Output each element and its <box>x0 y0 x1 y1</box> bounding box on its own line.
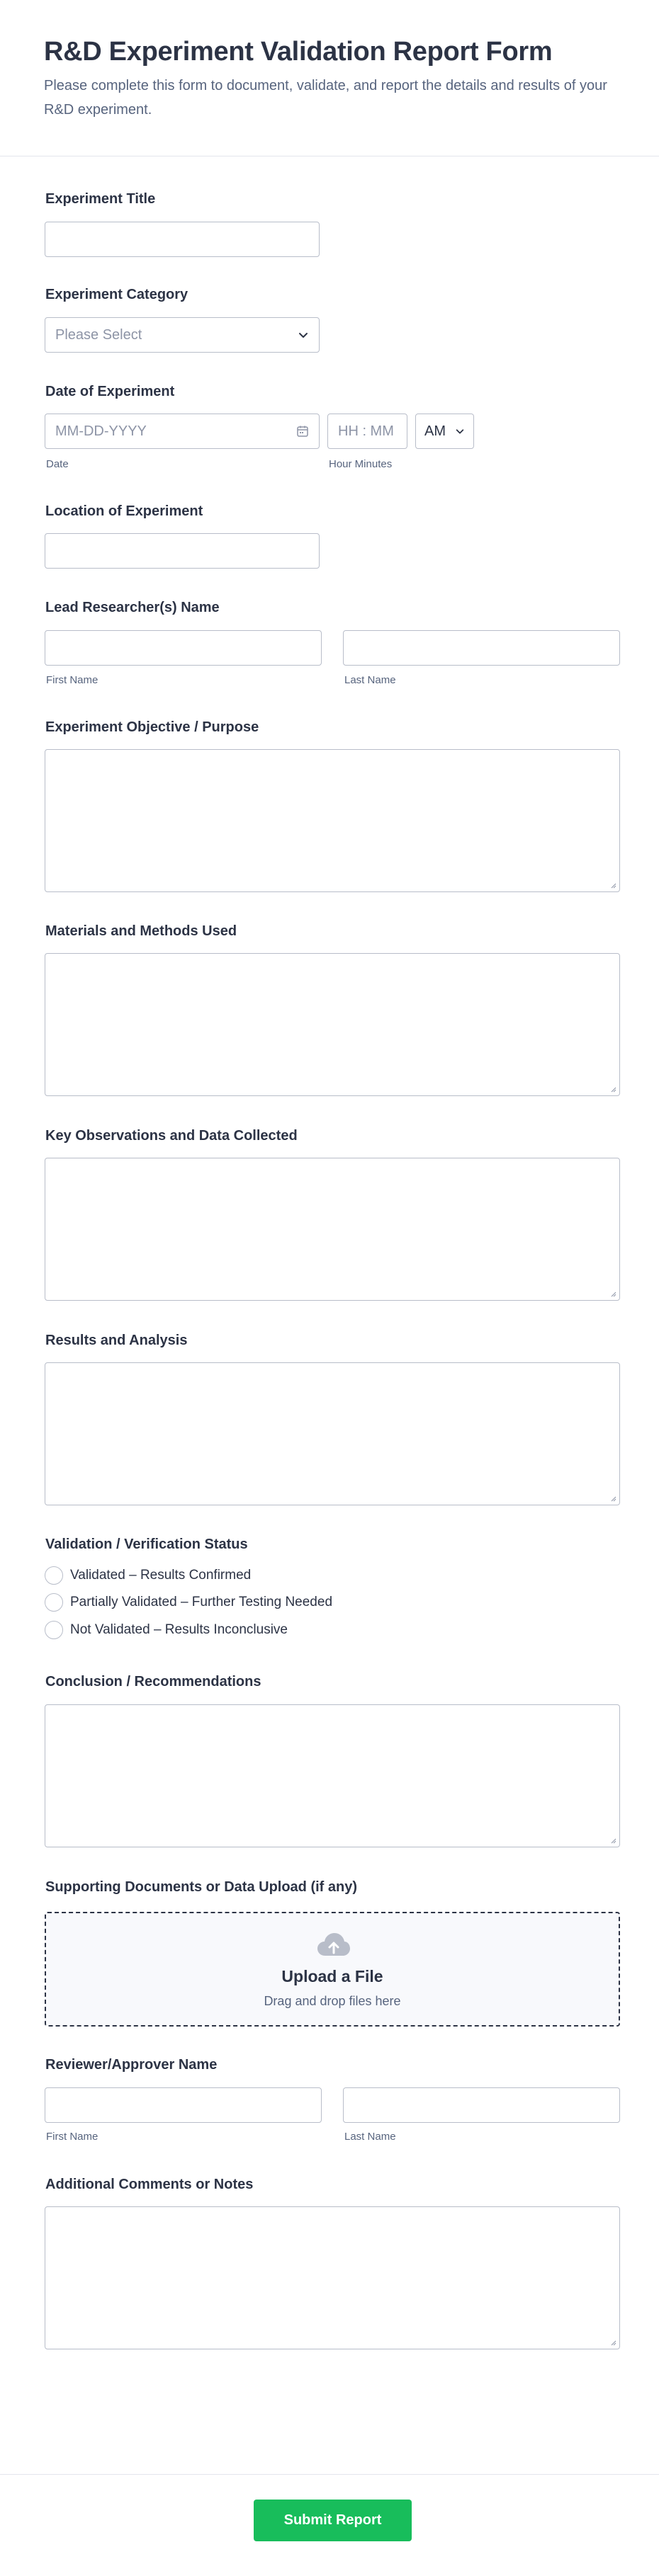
radio-button[interactable] <box>45 1593 63 1612</box>
time-input[interactable] <box>327 414 407 449</box>
date-sublabel: Date <box>46 458 69 470</box>
resize-grip-icon[interactable] <box>609 1085 616 1093</box>
validation-status-label: Validation / Verification Status <box>45 1537 248 1552</box>
reviewer-first-sublabel: First Name <box>46 2131 98 2143</box>
radio-option-label: Partially Validated – Further Testing Needed <box>70 1595 333 1609</box>
page-title: R&D Experiment Validation Report Form <box>44 37 553 67</box>
chevron-down-icon <box>455 426 465 436</box>
resize-grip-icon[interactable] <box>609 2339 616 2346</box>
calendar-icon[interactable] <box>296 425 309 438</box>
file-upload-dropzone[interactable] <box>45 1912 620 2027</box>
footer-divider <box>0 2474 659 2475</box>
results-label: Results and Analysis <box>45 1333 188 1348</box>
objective-label: Experiment Objective / Purpose <box>45 719 259 735</box>
upload-subtitle: Drag and drop files here <box>264 1994 401 2008</box>
resize-grip-icon[interactable] <box>609 1290 616 1297</box>
radio-option-label: Validated – Results Confirmed <box>70 1568 252 1583</box>
observations-label: Key Observations and Data Collected <box>45 1128 298 1144</box>
reviewer-first-name-input[interactable] <box>45 2087 322 2123</box>
resize-grip-icon[interactable] <box>609 882 616 889</box>
experiment-title-input[interactable] <box>45 222 320 257</box>
cloud-upload-icon <box>316 1932 351 1957</box>
results-textarea[interactable] <box>45 1362 620 1505</box>
observations-textarea[interactable] <box>45 1158 620 1301</box>
date-placeholder: MM-DD-YYYY <box>55 423 147 439</box>
reviewer-last-sublabel: Last Name <box>344 2131 396 2143</box>
upload-label: Supporting Documents or Data Upload (if any) <box>45 1879 358 1895</box>
radio-option-label: Not Validated – Results Inconclusive <box>70 1622 288 1637</box>
submit-report-button[interactable]: Submit Report <box>254 2500 412 2541</box>
radio-option-not-validated[interactable] <box>45 1620 288 1640</box>
resize-grip-icon[interactable] <box>609 1495 616 1502</box>
materials-label: Materials and Methods Used <box>45 923 237 939</box>
reviewer-last-name-input[interactable] <box>343 2087 620 2123</box>
comments-label: Additional Comments or Notes <box>45 2177 254 2192</box>
experiment-category-placeholder: Please Select <box>55 327 142 343</box>
radio-button[interactable] <box>45 1566 63 1585</box>
reviewer-label: Reviewer/Approver Name <box>45 2057 218 2073</box>
objective-textarea[interactable] <box>45 749 620 892</box>
lead-researcher-last-sublabel: Last Name <box>344 674 396 686</box>
conclusion-label: Conclusion / Recommendations <box>45 1674 261 1689</box>
date-input[interactable] <box>45 414 320 449</box>
upload-title: Upload a File <box>281 1967 383 1985</box>
ampm-select[interactable] <box>415 414 474 449</box>
radio-option-partially-validated[interactable] <box>45 1592 332 1612</box>
conclusion-textarea[interactable] <box>45 1704 620 1847</box>
lead-researcher-label: Lead Researcher(s) Name <box>45 600 220 615</box>
time-sublabel: Hour Minutes <box>329 458 393 470</box>
experiment-category-select[interactable] <box>45 317 320 353</box>
location-input[interactable] <box>45 533 320 569</box>
resize-grip-icon[interactable] <box>609 1837 616 1844</box>
radio-button[interactable] <box>45 1621 63 1639</box>
chevron-down-icon <box>298 329 309 341</box>
time-placeholder: HH : MM <box>338 423 394 439</box>
page-subtitle: Please complete this form to document, validate, and report the details and results of your R&D experiment. <box>44 78 607 118</box>
ampm-value: AM <box>424 423 446 439</box>
date-of-experiment-label: Date of Experiment <box>45 384 175 399</box>
experiment-category-label: Experiment Category <box>45 287 188 302</box>
experiment-title-label: Experiment Title <box>45 191 156 207</box>
lead-researcher-first-name-input[interactable] <box>45 630 322 666</box>
radio-option-validated[interactable] <box>45 1566 251 1585</box>
materials-textarea[interactable] <box>45 953 620 1096</box>
form-header <box>0 0 659 156</box>
lead-researcher-first-sublabel: First Name <box>46 674 98 686</box>
lead-researcher-last-name-input[interactable] <box>343 630 620 666</box>
comments-textarea[interactable] <box>45 2206 620 2349</box>
location-label: Location of Experiment <box>45 503 203 519</box>
